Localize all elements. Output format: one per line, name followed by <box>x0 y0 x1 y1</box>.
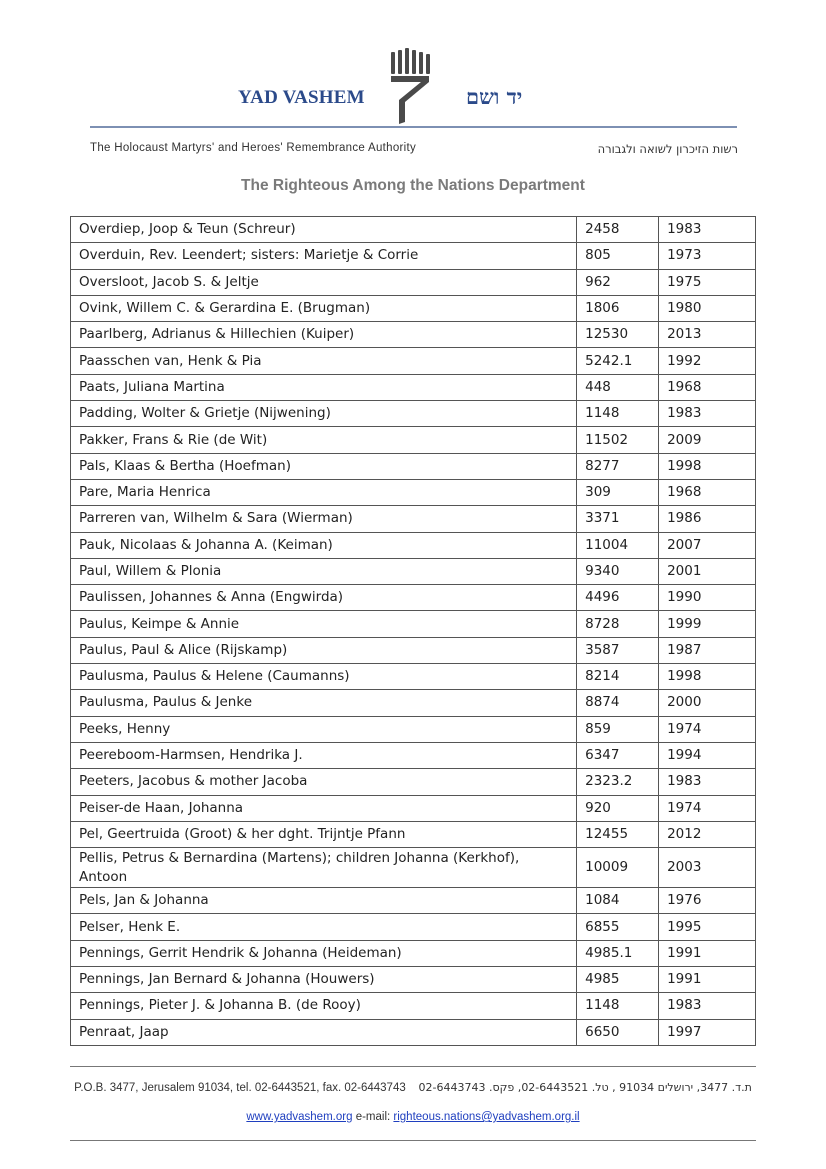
table-row <box>71 532 756 558</box>
file-number-cell: 4496 <box>577 585 659 611</box>
footer-contact <box>0 1111 826 1123</box>
file-number-cell: 309 <box>577 479 659 505</box>
address-hebrew: ת.ד. 3477, ירושלים 91034 , טל. 02-6443521, פקס. 02-6443743 <box>418 1081 752 1094</box>
table-row <box>71 322 756 348</box>
year-cell: 1976 <box>659 888 756 914</box>
table-body <box>71 217 756 1046</box>
honoree-name-cell: Pauk, Nicolaas & Johanna A. (Keiman) <box>71 532 577 558</box>
table-row <box>71 217 756 243</box>
honoree-name-cell: Pels, Jan & Johanna <box>71 888 577 914</box>
table-row <box>71 795 756 821</box>
honoree-name-cell: Parreren van, Wilhelm & Sara (Wierman) <box>71 506 577 532</box>
letterhead <box>0 0 826 194</box>
file-number-cell: 1084 <box>577 888 659 914</box>
table-row <box>71 585 756 611</box>
table-row <box>71 848 756 888</box>
file-number-cell: 448 <box>577 374 659 400</box>
table-row <box>71 690 756 716</box>
year-cell: 1983 <box>659 401 756 427</box>
file-number-cell: 859 <box>577 716 659 742</box>
year-cell: 1974 <box>659 795 756 821</box>
honoree-name-cell: Paulusma, Paulus & Jenke <box>71 690 577 716</box>
footer-address <box>0 1081 826 1094</box>
year-cell: 1999 <box>659 611 756 637</box>
table-row <box>71 453 756 479</box>
year-cell: 2007 <box>659 532 756 558</box>
year-cell: 2009 <box>659 427 756 453</box>
year-cell: 2012 <box>659 821 756 847</box>
email-label: e-mail: <box>355 1111 391 1123</box>
file-number-cell: 11004 <box>577 532 659 558</box>
honoree-name-cell: Paasschen van, Henk & Pia <box>71 348 577 374</box>
file-number-cell: 8728 <box>577 611 659 637</box>
table-row <box>71 993 756 1019</box>
honoree-name-cell: Overdiep, Joop & Teun (Schreur) <box>71 217 577 243</box>
authority-english: The Holocaust Martyrs' and Heroes' Remembrance Authority <box>90 142 417 154</box>
footer-divider-bottom <box>70 1140 756 1141</box>
righteous-list-table <box>70 216 756 1046</box>
honoree-name-cell: Paulusma, Paulus & Helene (Caumanns) <box>71 664 577 690</box>
table-row <box>71 427 756 453</box>
file-number-cell: 3587 <box>577 637 659 663</box>
file-number-cell: 2323.2 <box>577 769 659 795</box>
honoree-name-cell: Ovink, Willem C. & Gerardina E. (Brugman) <box>71 295 577 321</box>
honoree-name-cell: Overduin, Rev. Leendert; sisters: Marietje & Corrie <box>71 243 577 269</box>
table-row <box>71 1019 756 1045</box>
table-row <box>71 611 756 637</box>
year-cell: 1994 <box>659 742 756 768</box>
brand-name-hebrew: יד ושם <box>466 84 523 109</box>
table-row <box>71 716 756 742</box>
file-number-cell: 11502 <box>577 427 659 453</box>
year-cell: 1986 <box>659 506 756 532</box>
file-number-cell: 805 <box>577 243 659 269</box>
table-row <box>71 374 756 400</box>
footer-divider-top <box>70 1066 756 1067</box>
file-number-cell: 8214 <box>577 664 659 690</box>
file-number-cell: 1148 <box>577 401 659 427</box>
table-row <box>71 506 756 532</box>
year-cell: 1968 <box>659 479 756 505</box>
honoree-name-cell: Paulus, Keimpe & Annie <box>71 611 577 637</box>
table-row <box>71 967 756 993</box>
honoree-name-cell: Pals, Klaas & Bertha (Hoefman) <box>71 453 577 479</box>
file-number-cell: 5242.1 <box>577 348 659 374</box>
table-row <box>71 348 756 374</box>
year-cell: 1968 <box>659 374 756 400</box>
honoree-name-cell: Pellis, Petrus & Bernardina (Martens); children Johanna (Kerkhof), Antoon <box>71 848 577 888</box>
file-number-cell: 3371 <box>577 506 659 532</box>
table-row <box>71 558 756 584</box>
year-cell: 1983 <box>659 993 756 1019</box>
year-cell: 1974 <box>659 716 756 742</box>
yad-vashem-logo-icon <box>385 48 435 128</box>
honoree-name-cell: Padding, Wolter & Grietje (Nijwening) <box>71 401 577 427</box>
table-row <box>71 243 756 269</box>
table-row <box>71 888 756 914</box>
file-number-cell: 6855 <box>577 914 659 940</box>
year-cell: 2001 <box>659 558 756 584</box>
table-row <box>71 401 756 427</box>
year-cell: 1991 <box>659 967 756 993</box>
year-cell: 2000 <box>659 690 756 716</box>
honoree-name-cell: Penraat, Jaap <box>71 1019 577 1045</box>
year-cell: 1997 <box>659 1019 756 1045</box>
file-number-cell: 6650 <box>577 1019 659 1045</box>
file-number-cell: 12530 <box>577 322 659 348</box>
authority-line <box>90 142 738 158</box>
honoree-name-cell: Pakker, Frans & Rie (de Wit) <box>71 427 577 453</box>
file-number-cell: 962 <box>577 269 659 295</box>
file-number-cell: 9340 <box>577 558 659 584</box>
honoree-name-cell: Peiser-de Haan, Johanna <box>71 795 577 821</box>
year-cell: 1973 <box>659 243 756 269</box>
year-cell: 1992 <box>659 348 756 374</box>
honoree-name-cell: Pennings, Gerrit Hendrik & Johanna (Heideman) <box>71 940 577 966</box>
table-row <box>71 742 756 768</box>
file-number-cell: 4985.1 <box>577 940 659 966</box>
year-cell: 1975 <box>659 269 756 295</box>
honoree-name-cell: Oversloot, Jacob S. & Jeltje <box>71 269 577 295</box>
email-link[interactable]: righteous.nations@yadvashem.org.il <box>393 1111 580 1123</box>
honoree-name-cell: Paats, Juliana Martina <box>71 374 577 400</box>
honoree-name-cell: Peereboom-Harmsen, Hendrika J. <box>71 742 577 768</box>
file-number-cell: 12455 <box>577 821 659 847</box>
honoree-name-cell: Pel, Geertruida (Groot) & her dght. Trijntje Pfann <box>71 821 577 847</box>
honoree-name-cell: Pelser, Henk E. <box>71 914 577 940</box>
file-number-cell: 2458 <box>577 217 659 243</box>
honoree-name-cell: Peeks, Henny <box>71 716 577 742</box>
file-number-cell: 8874 <box>577 690 659 716</box>
website-link[interactable]: www.yadvashem.org <box>246 1111 353 1123</box>
honoree-name-cell: Peeters, Jacobus & mother Jacoba <box>71 769 577 795</box>
year-cell: 1991 <box>659 940 756 966</box>
address-english: P.O.B. 3477, Jerusalem 91034, tel. 02-6443521, fax. 02-6443743 <box>74 1082 406 1094</box>
honoree-name-cell: Pennings, Jan Bernard & Johanna (Houwers) <box>71 967 577 993</box>
file-number-cell: 4985 <box>577 967 659 993</box>
year-cell: 1998 <box>659 664 756 690</box>
table-row <box>71 295 756 321</box>
honoree-name-cell: Paul, Willem & Plonia <box>71 558 577 584</box>
honoree-name-cell: Paulissen, Johannes & Anna (Engwirda) <box>71 585 577 611</box>
honoree-name-cell: Paulus, Paul & Alice (Rijskamp) <box>71 637 577 663</box>
table-row <box>71 940 756 966</box>
file-number-cell: 10009 <box>577 848 659 888</box>
year-cell: 1998 <box>659 453 756 479</box>
year-cell: 1983 <box>659 769 756 795</box>
table-row <box>71 914 756 940</box>
file-number-cell: 1806 <box>577 295 659 321</box>
honoree-name-cell: Paarlberg, Adrianus & Hillechien (Kuiper) <box>71 322 577 348</box>
brand-name-english: YAD VASHEM <box>238 87 365 108</box>
table-row <box>71 637 756 663</box>
year-cell: 1983 <box>659 217 756 243</box>
table-row <box>71 769 756 795</box>
year-cell: 1995 <box>659 914 756 940</box>
table-row <box>71 269 756 295</box>
year-cell: 1990 <box>659 585 756 611</box>
department-title: The Righteous Among the Nations Department <box>241 177 585 194</box>
file-number-cell: 6347 <box>577 742 659 768</box>
year-cell: 1987 <box>659 637 756 663</box>
file-number-cell: 1148 <box>577 993 659 1019</box>
table-row <box>71 664 756 690</box>
year-cell: 2003 <box>659 848 756 888</box>
file-number-cell: 920 <box>577 795 659 821</box>
year-cell: 2013 <box>659 322 756 348</box>
honoree-name-cell: Pare, Maria Henrica <box>71 479 577 505</box>
authority-hebrew: רשות הזיכרון לשואה ולגבורה <box>597 142 738 156</box>
honoree-name-cell: Pennings, Pieter J. & Johanna B. (de Rooy) <box>71 993 577 1019</box>
year-cell: 1980 <box>659 295 756 321</box>
table-row <box>71 821 756 847</box>
file-number-cell: 8277 <box>577 453 659 479</box>
table-row <box>71 479 756 505</box>
header-divider <box>90 126 737 128</box>
